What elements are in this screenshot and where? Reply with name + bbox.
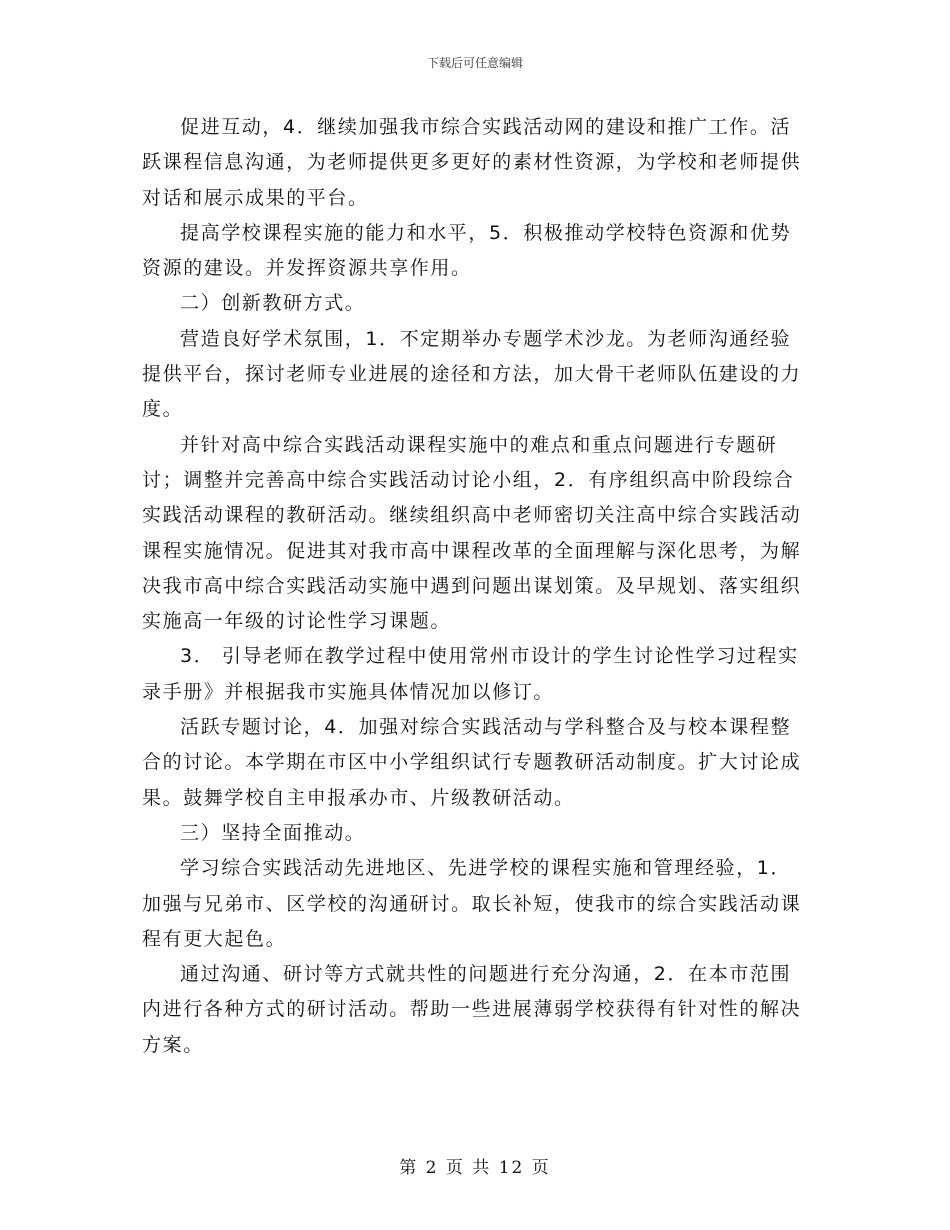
- paragraph: 通过沟通、研讨等方式就共性的问题进行充分沟通，2．在本市范围内进行各种方式的研讨活动。帮助一些进展薄弱学校获得有针对性的解决方案。: [142, 963, 802, 1056]
- section-heading: 三）坚持全面推动。: [180, 821, 366, 844]
- paragraph: 并针对高中综合实践活动课程实施中的难点和重点问题进行专题研讨；调整并完善高中综合实践活动讨论小组，2．有序组织高中阶段综合实践活动课程的教研活动。继续组织高中老师密切关注高中综合实践活动课程实施情况。促进其对我市高中课程改革的全面理解与深化思考，为解决我市高中综合实践活动实施中遇到问题出谋划策。及早规划、落实组织实施高一年级的讨论性学习课题。: [142, 433, 802, 633]
- paragraph: 3． 引导老师在教学过程中使用常州市设计的学生讨论性学习过程实录手册》并根据我市实施具体情况加以修订。: [142, 645, 799, 703]
- paragraph: 学习综合实践活动先进地区、先进学校的课程实施和管理经验，1．加强与兄弟市、区学校的沟通研讨。取长补短，使我市的综合实践活动课程有更大起色。: [142, 857, 802, 950]
- paragraph: 提高学校课程实施的能力和水平，5．积极推动学校特色资源和优势资源的建设。并发挥资源共享作用。: [142, 221, 792, 280]
- page-number-footer: 第 2 页 共 12 页: [399, 1158, 551, 1178]
- paragraph: 促进互动，4．继续加强我市综合实践活动网的建设和推广工作。活跃课程信息沟通，为老师提供更多更好的素材性资源，为学校和老师提供对话和展示成果的平台。: [142, 116, 802, 209]
- section-heading: 二）创新教研方式。: [180, 292, 366, 315]
- page-header: 下载后可任意编辑: [426, 56, 523, 70]
- document-body: [142, 110, 810, 1063]
- paragraph: 营造良好学术氛围，1．不定期举办专题学术沙龙。为老师沟通经验提供平台，探讨老师专业进展的途径和方法，加大骨干老师队伍建设的力度。: [142, 327, 802, 421]
- paragraph: 活跃专题讨论，4．加强对综合实践活动与学科整合及与校本课程整合的讨论。本学期在市区中小学组织试行专题教研活动制度。扩大讨论成果。鼓舞学校自主申报承办市、片级教研活动。: [142, 716, 802, 809]
